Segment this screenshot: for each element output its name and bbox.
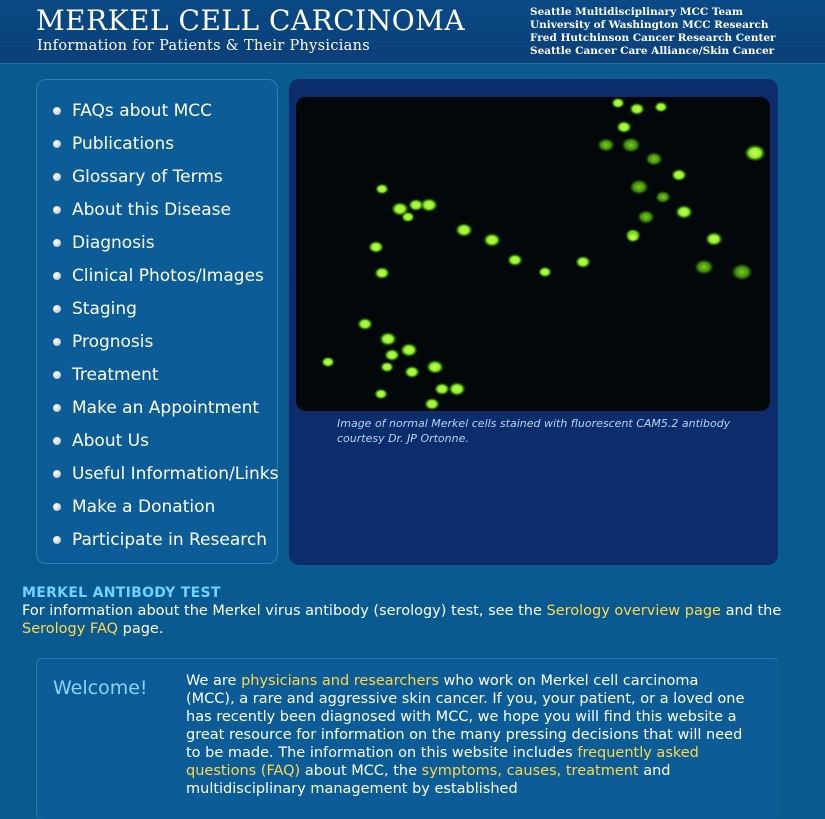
fluorescent-cell bbox=[705, 232, 723, 246]
nav-item-label: Prognosis bbox=[72, 331, 154, 352]
nav-item-treatment[interactable] bbox=[37, 358, 277, 391]
fluorescent-cell bbox=[434, 383, 450, 396]
affiliation-line: Seattle Cancer Care Alliance/Skin Cancer bbox=[530, 45, 775, 57]
welcome-heading: Welcome! bbox=[53, 677, 148, 699]
bullet-icon bbox=[53, 437, 61, 445]
antibody-text-part: For information about the Merkel virus antibody (serology) test, see the bbox=[22, 603, 547, 619]
nav-item-about-disease[interactable] bbox=[37, 193, 277, 226]
nav-item-label: Diagnosis bbox=[72, 232, 155, 253]
fluorescent-cell bbox=[384, 349, 400, 362]
physicians-researchers-link[interactable]: physicians and researchers bbox=[241, 673, 439, 689]
bullet-icon bbox=[53, 173, 61, 181]
sidebar-nav bbox=[36, 79, 278, 564]
fluorescent-cell bbox=[483, 233, 501, 247]
fluorescent-cell bbox=[694, 259, 714, 275]
nav-item-label: Make an Appointment bbox=[72, 397, 260, 418]
nav-item-staging[interactable] bbox=[37, 292, 277, 325]
nav-item-label: FAQs about MCC bbox=[72, 100, 213, 121]
fluorescent-cell bbox=[357, 318, 373, 331]
bullet-icon bbox=[53, 404, 61, 412]
fluorescent-cell bbox=[637, 210, 655, 224]
nav-item-label: Staging bbox=[72, 298, 137, 319]
merkel-cells-micrograph bbox=[296, 97, 770, 411]
nav-item-label: Publications bbox=[72, 133, 175, 154]
bullet-icon bbox=[53, 536, 61, 544]
fluorescent-cell bbox=[629, 179, 649, 195]
nav-item-donation[interactable] bbox=[37, 490, 277, 523]
bullet-icon bbox=[53, 107, 61, 115]
fluorescent-cell bbox=[616, 121, 632, 134]
affiliation-line: Fred Hutchinson Cancer Research Center bbox=[530, 32, 776, 44]
featured-image-panel bbox=[289, 79, 778, 565]
fluorescent-cell bbox=[455, 223, 473, 237]
bullet-icon bbox=[53, 503, 61, 511]
nav-list bbox=[37, 94, 277, 556]
site-title[interactable]: MERKEL CELL CARCINOMA bbox=[36, 4, 466, 37]
nav-item-about-us[interactable] bbox=[37, 424, 277, 457]
bullet-icon bbox=[53, 305, 61, 313]
nav-item-label: Clinical Photos/Images bbox=[72, 265, 264, 286]
fluorescent-cell bbox=[368, 241, 384, 254]
site-header bbox=[0, 0, 825, 64]
fluorescent-cell bbox=[645, 152, 663, 166]
fluorescent-cell bbox=[379, 332, 397, 346]
nav-item-label: About Us bbox=[72, 430, 149, 451]
bullet-icon bbox=[53, 239, 61, 247]
fluorescent-cell bbox=[744, 144, 766, 162]
nav-item-label: Useful Information/Links bbox=[72, 463, 279, 484]
affiliation-line: Seattle Multidisciplinary MCC Team bbox=[530, 6, 744, 18]
bullet-icon bbox=[53, 206, 61, 214]
affiliation-line: University of Washington MCC Research bbox=[530, 19, 769, 31]
nav-item-useful-links[interactable] bbox=[37, 457, 277, 490]
bullet-icon bbox=[53, 140, 61, 148]
fluorescent-cell bbox=[597, 138, 615, 152]
site-subtitle: Information for Patients & Their Physicians bbox=[37, 38, 371, 54]
bullet-icon bbox=[53, 272, 61, 280]
antibody-test-section bbox=[22, 585, 812, 638]
nav-item-label: About this Disease bbox=[72, 199, 231, 220]
fluorescent-cell bbox=[321, 356, 335, 367]
welcome-text bbox=[186, 672, 746, 798]
fluorescent-cell bbox=[675, 205, 693, 219]
fluorescent-cell bbox=[400, 343, 418, 357]
fluorescent-cell bbox=[404, 366, 420, 379]
caption-line: courtesy Dr. JP Ortonne. bbox=[337, 432, 469, 445]
welcome-text-part: who work on Merkel cell carcinoma (MCC), a rare and aggressive skin cancer. If you, your patient, or a loved one has recently been diagnosed with MCC, we hope you will find this website a great resource for information on the many pressing decisions that will need to be made. The information on this website includes bbox=[186, 673, 745, 761]
fluorescent-cell bbox=[654, 101, 668, 112]
fluorescent-cell bbox=[538, 266, 552, 277]
nav-item-prognosis[interactable] bbox=[37, 325, 277, 358]
faq-link[interactable]: frequently asked questions (FAQ) bbox=[186, 745, 699, 779]
fluorescent-cell bbox=[629, 103, 645, 116]
fluorescent-cell bbox=[374, 388, 388, 399]
fluorescent-cell bbox=[448, 382, 466, 396]
fluorescent-cell bbox=[426, 360, 444, 374]
fluorescent-cell bbox=[731, 263, 753, 281]
nav-item-appointment[interactable] bbox=[37, 391, 277, 424]
nav-item-label: Treatment bbox=[72, 364, 159, 385]
antibody-text-part: page. bbox=[118, 621, 164, 637]
nav-item-diagnosis[interactable] bbox=[37, 226, 277, 259]
nav-item-clinical-photos[interactable] bbox=[37, 259, 277, 292]
fluorescent-cell bbox=[611, 97, 625, 108]
bullet-icon bbox=[53, 470, 61, 478]
welcome-text-part: We are bbox=[186, 673, 242, 689]
fluorescent-cell bbox=[626, 231, 640, 242]
welcome-text-part: and multidisciplinary management by established bbox=[186, 763, 671, 797]
fluorescent-cell bbox=[374, 267, 390, 280]
bullet-icon bbox=[53, 371, 61, 379]
fluorescent-cell bbox=[375, 183, 389, 194]
antibody-text bbox=[22, 602, 812, 638]
welcome-text-part: about MCC, the bbox=[300, 763, 422, 779]
fluorescent-cell bbox=[575, 256, 591, 269]
fluorescent-cell bbox=[401, 211, 415, 222]
nav-item-label: Participate in Research bbox=[72, 529, 267, 550]
image-caption bbox=[337, 416, 757, 446]
welcome-panel bbox=[36, 658, 779, 819]
fluorescent-cell bbox=[507, 254, 523, 267]
bullet-icon bbox=[53, 338, 61, 346]
fluorescent-cell bbox=[621, 137, 641, 153]
fluorescent-cell bbox=[424, 398, 440, 411]
nav-item-glossary[interactable] bbox=[37, 160, 277, 193]
nav-item-publications[interactable] bbox=[37, 127, 277, 160]
fluorescent-cell bbox=[671, 169, 687, 182]
caption-line: Image of normal Merkel cells stained with fluorescent CAM5.2 antibody bbox=[337, 417, 731, 430]
fluorescent-cell bbox=[380, 361, 394, 372]
serology-overview-link[interactable]: Serology overview page bbox=[546, 603, 721, 619]
micrograph-image bbox=[296, 97, 770, 411]
antibody-text-part: and the bbox=[720, 603, 782, 619]
antibody-heading: MERKEL ANTIBODY TEST bbox=[22, 585, 221, 601]
nav-item-research[interactable] bbox=[37, 523, 277, 556]
fluorescent-cell bbox=[420, 198, 438, 212]
nav-item-faqs[interactable] bbox=[37, 94, 277, 127]
fluorescent-cell bbox=[655, 191, 671, 204]
serology-faq-link[interactable]: Serology FAQ bbox=[22, 621, 119, 637]
symptoms-causes-treatment-link[interactable]: symptoms, causes, treatment bbox=[421, 763, 639, 779]
affiliations-list bbox=[530, 6, 776, 58]
nav-item-label: Glossary of Terms bbox=[72, 166, 223, 187]
nav-item-label: Make a Donation bbox=[72, 496, 216, 517]
